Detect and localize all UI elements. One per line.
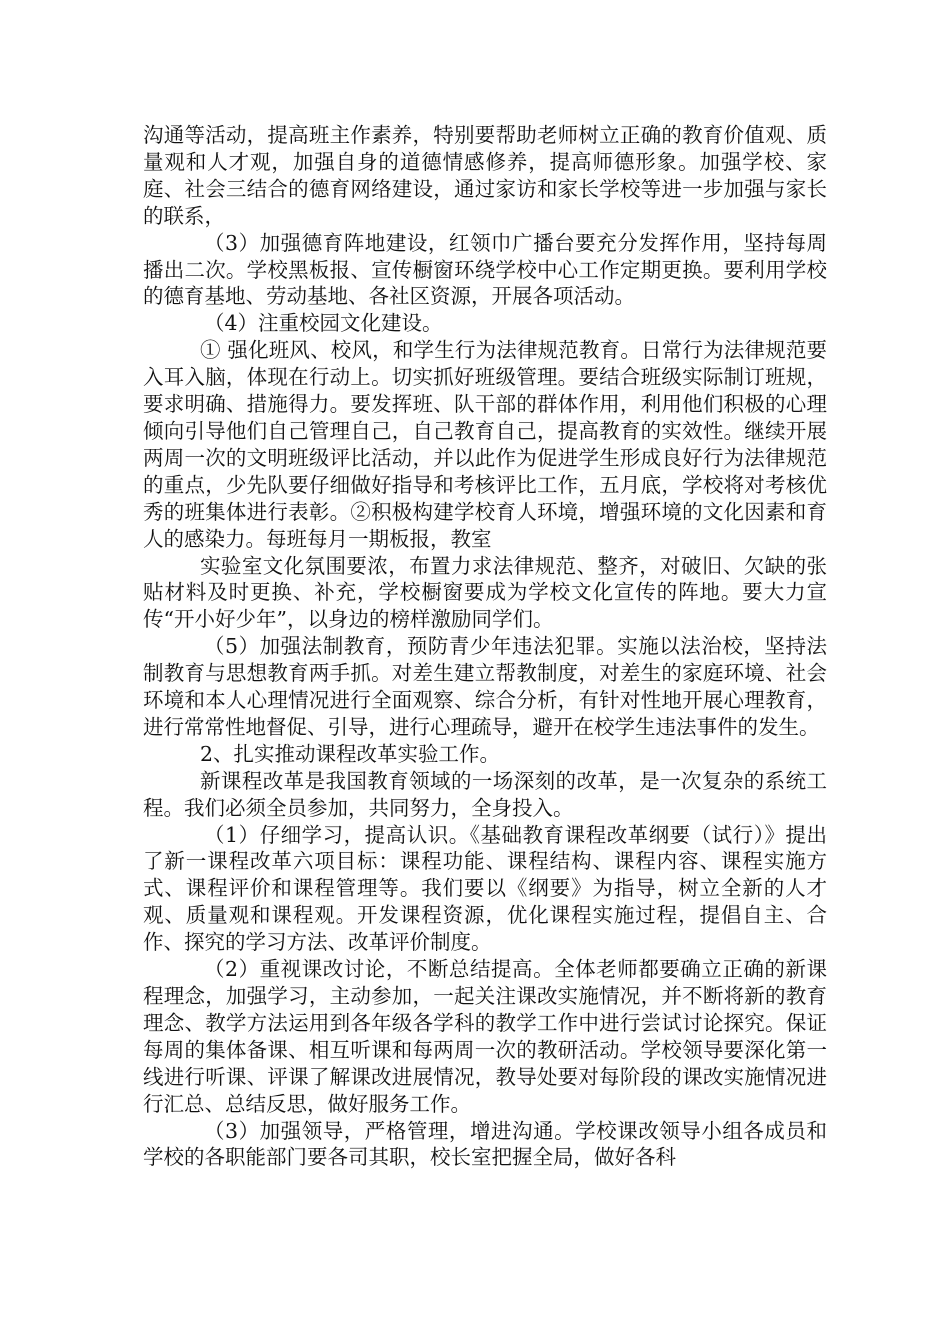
paragraph-teacher-training: 沟通等活动，提高班主作素养，特别要帮助老师树立正确的教育价值观、质量观和人才观，加强自身的道德情感修养，提高师德形象。加强学校、家庭、社会三结合的德育网络建设，通过家访和家长学校等进一步加强与家长的联系， [143,123,827,228]
paragraph-moral-base: （3）加强德育阵地建设，红领巾广播台要充分发挥作用，坚持每周播出二次。学校黑板报、宣传橱窗环绕学校中心工作定期更换。要利用学校的德育基地、劳动基地、各社区资源，开展各项活动。 [143,230,827,309]
paragraph-campus-culture-heading: （4）注重校园文化建设。 [204,311,443,336]
paragraph-reform-intro: 新课程改革是我国教育领域的一场深刻的改革，是一次复杂的系统工程。我们必须全员参加，共同努力，全身投入。 [143,768,827,820]
paragraph-research: （2）重视课改讨论，不断总结提高。全体老师都要确立正确的新课程理念，加强学习，主动参加，一起关注课改实施情况，并不断将新的教育理念、教学方法运用到各年级各学科的教学工作中进行尝试讨论探究。保证每周的集体备课、相互听课和每两周一次的教研活动。学校领导要深化第一线进行听课、评课了解课改进展情况，教导处要对每阶段的课改实施情况进行汇总、总结反思，做好服务工作。 [143,957,827,1116]
document-page [143,122,827,1171]
paragraph-study: （1）仔细学习，提高认识。《基础教育课程改革纲要（试行）》提出了新一课程改革六项目标：课程功能、课程结构、课程内容、课程实施方式、课程评价和课程管理等。我们要以《纲要》为指导，树立全新的人才观、质量观和课程观。开发课程资源，优化课程实施过程，提倡自主、合作、探究的学习方法、改革评价制度。 [143,822,827,955]
paragraph-leadership: （3）加强领导，严格管理，增进沟通。学校课改领导小组各成员和学校的各职能部门要各司其职，校长室把握全局，做好各科 [143,1118,827,1170]
section-heading-curriculum-reform: 2、扎实推动课程改革实验工作。 [200,741,501,766]
paragraph-lab-culture: 实验室文化氛围要浓，布置力求法律规范、整齐，对破旧、欠缺的张贴材料及时更换、补充，学校橱窗要成为学校文化宣传的阵地。要大力宣传“开小好少年”，以身边的榜样激励同学们。 [143,553,827,632]
paragraph-legal-education: （5）加强法制教育，预防青少年违法犯罪。实施以法治校，坚持法制教育与思想教育两手抓。对差生建立帮教制度，对差生的家庭环境、社会环境和本人心理情况进行全面观察、综合分析，有针对性地开展心理教育，进行常常性地督促、引导，进行心理疏导，避开在校学生违法事件的发生。 [143,634,827,739]
paragraph-class-discipline: ① 强化班风、校风，和学生行为法律规范教育。日常行为法律规范要入耳入脑，体现在行动上。切实抓好班级管理。要结合班级实际制订班规，要求明确、措施得力。要发挥班、队干部的群体作用，利用他们积极的心理倾向引导他们自己管理自己，自己教育自己，提高教育的实效性。继续开展两周一次的文明班级评比活动，并以此作为促进学生形成良好行为法律规范的重点，少先队要仔细做好指导和考核评比工作，五月底，学校将对考核优秀的班集体进行表彰。②积极构建学校育人环境，增强环境的文化因素和育人的感染力。每班每月一期板报，教室 [143,338,827,551]
